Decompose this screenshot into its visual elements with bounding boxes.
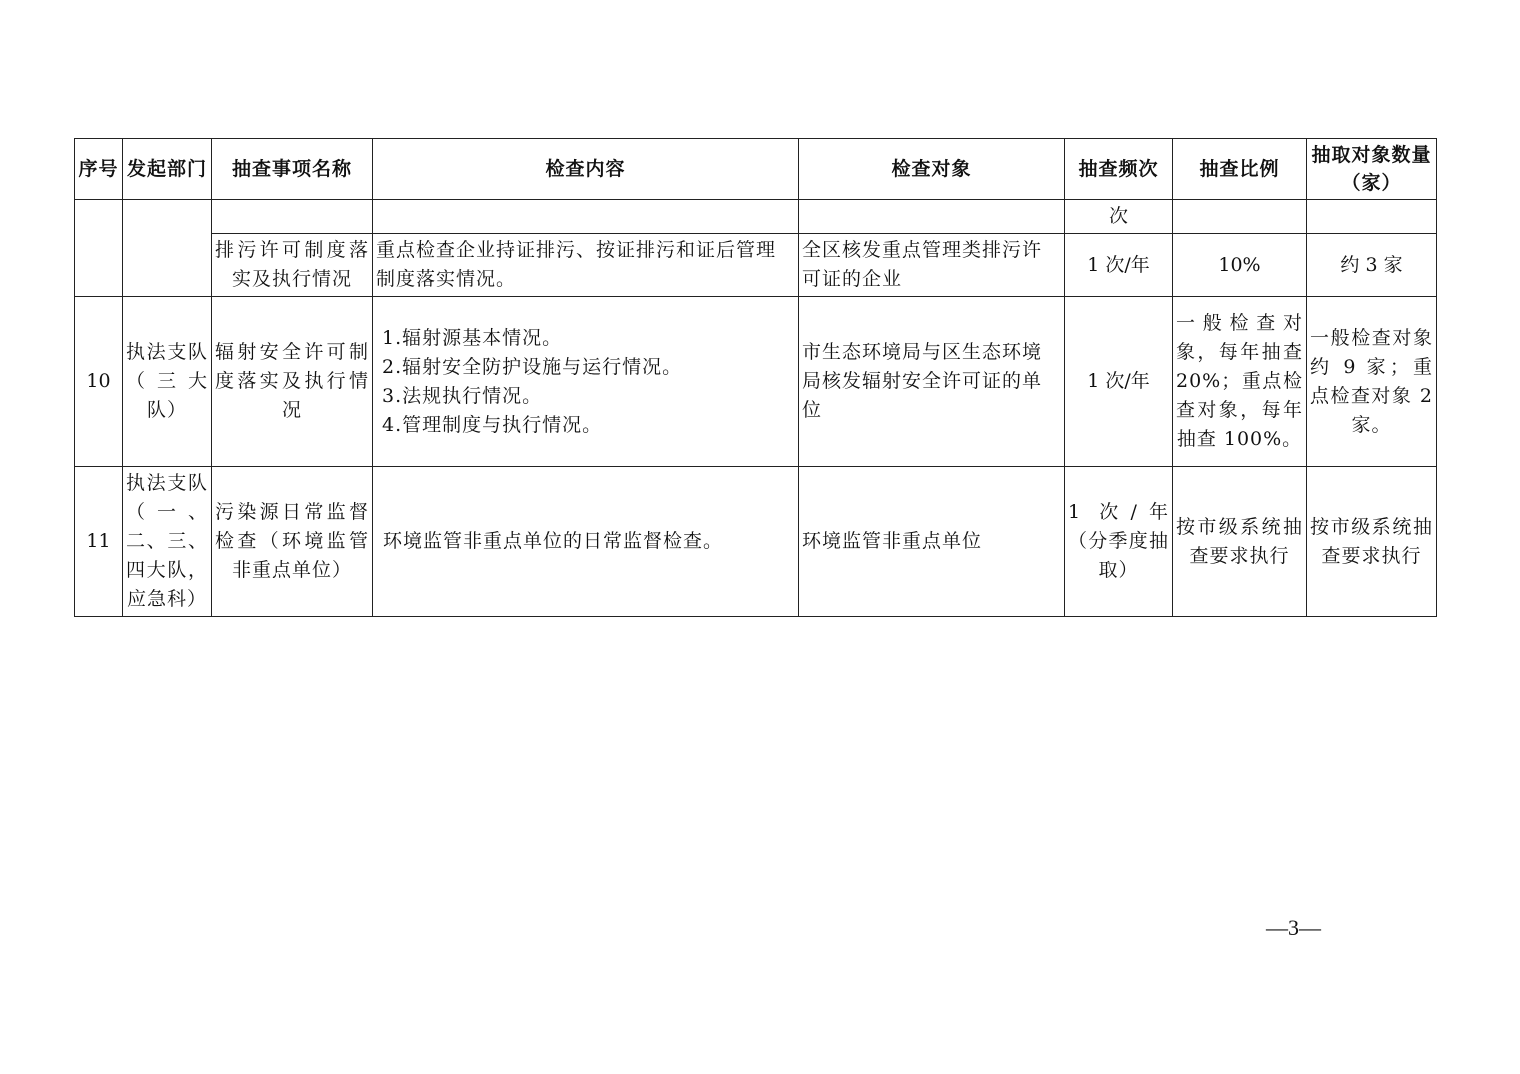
cell-content: 重点检查企业持证排污、按证排污和证后管理制度落实情况。 <box>373 234 799 297</box>
header-sample-count: 抽取对象数量（家） <box>1307 139 1437 200</box>
cell-target: 环境监管非重点单位 <box>799 467 1065 617</box>
cell-frequency: 1 次/年 <box>1065 297 1173 467</box>
content-list <box>376 324 795 440</box>
cell-content <box>373 297 799 467</box>
table-header-row <box>75 139 1437 200</box>
page-number: —3— <box>1266 915 1321 940</box>
header-inspection-content: 检查内容 <box>373 139 799 200</box>
cell-ratio <box>1173 200 1307 234</box>
list-item: 4.管理制度与执行情况。 <box>382 413 603 436</box>
cell-ratio: 按市级系统抽查要求执行 <box>1173 467 1307 617</box>
inspection-table <box>74 138 1437 617</box>
cell-target: 市生态环境局与区生态环境局核发辐射安全许可证的单位 <box>799 297 1065 467</box>
table-row <box>75 200 1437 234</box>
cell-item-name <box>212 200 373 234</box>
cell-serial-number: 10 <box>75 297 123 467</box>
cell-department: 执法支队（三大队） <box>123 297 212 467</box>
cell-item-name: 排污许可制度落实及执行情况 <box>212 234 373 297</box>
cell-item-name: 辐射安全许可制度落实及执行情况 <box>212 297 373 467</box>
cell-target: 全区核发重点管理类排污许可证的企业 <box>799 234 1065 297</box>
cell-frequency: 1 次/年（分季度抽取） <box>1065 467 1173 617</box>
list-item: 1.辐射源基本情况。 <box>382 326 563 349</box>
table-row <box>75 467 1437 617</box>
cell-count <box>1307 200 1437 234</box>
header-frequency: 抽查频次 <box>1065 139 1173 200</box>
header-ratio: 抽查比例 <box>1173 139 1307 200</box>
cell-item-name: 污染源日常监督检查（环境监管非重点单位） <box>212 467 373 617</box>
cell-ratio: 10% <box>1173 234 1307 297</box>
cell-frequency: 次 <box>1065 200 1173 234</box>
header-inspection-target: 检查对象 <box>799 139 1065 200</box>
list-item: 2.辐射安全防护设施与运行情况。 <box>382 355 683 378</box>
cell-department: 执法支队（一、二、三、四大队，应急科） <box>123 467 212 617</box>
cell-content <box>373 200 799 234</box>
header-item-name: 抽查事项名称 <box>212 139 373 200</box>
cell-count: 按市级系统抽查要求执行 <box>1307 467 1437 617</box>
cell-frequency: 1 次/年 <box>1065 234 1173 297</box>
cell-serial-number <box>75 200 123 297</box>
list-item: 3.法规执行情况。 <box>382 384 543 407</box>
table-row <box>75 234 1437 297</box>
cell-target <box>799 200 1065 234</box>
header-serial-number: 序号 <box>75 139 123 200</box>
header-department: 发起部门 <box>123 139 212 200</box>
table-row <box>75 297 1437 467</box>
cell-content: 环境监管非重点单位的日常监督检查。 <box>373 467 799 617</box>
cell-count: 约 3 家 <box>1307 234 1437 297</box>
cell-ratio: 一般检查对象，每年抽查 20%；重点检查对象，每年抽查 100%。 <box>1173 297 1307 467</box>
cell-serial-number: 11 <box>75 467 123 617</box>
cell-department <box>123 200 212 297</box>
cell-count: 一般检查对象约 9 家；重点检查对象 2 家。 <box>1307 297 1437 467</box>
